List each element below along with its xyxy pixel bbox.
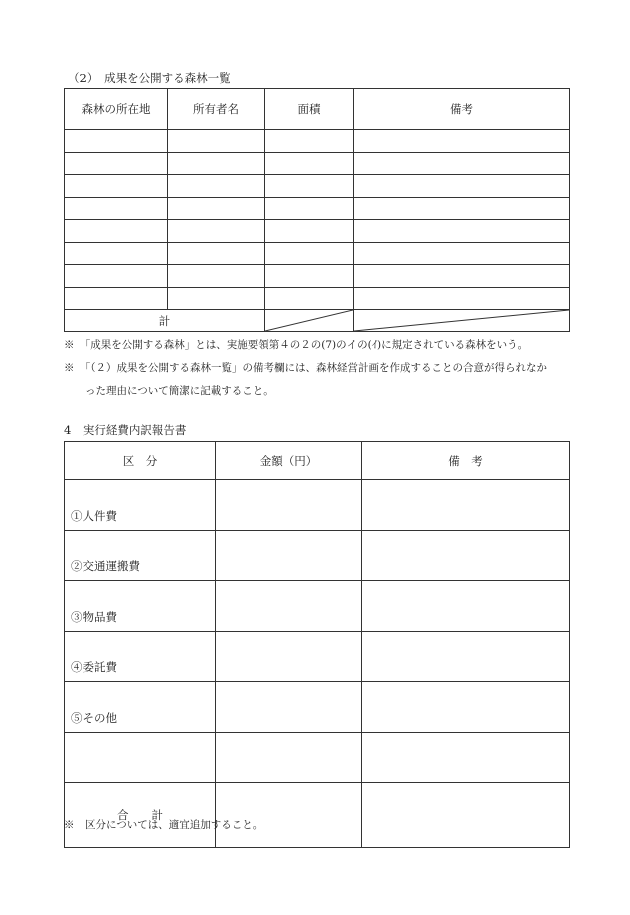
total-amount-cell[interactable] [216, 783, 362, 848]
table-cell[interactable] [168, 265, 265, 288]
section2-title: （2） 成果を公開する森林一覧 [68, 71, 231, 85]
table-header-row [65, 89, 570, 130]
table-row [65, 242, 570, 265]
diagonal-line [265, 310, 353, 331]
remarks-cell[interactable] [362, 581, 570, 632]
table-row [65, 287, 570, 310]
table-cell[interactable] [354, 152, 570, 175]
remarks-cell[interactable] [362, 530, 570, 581]
table-cell[interactable] [65, 287, 168, 310]
column-header-remarks: 備 考 [362, 442, 570, 480]
table-row [65, 175, 570, 198]
column-header-location: 森林の所在地 [65, 89, 168, 130]
category-label: ①人件費 [65, 480, 216, 531]
table-cell[interactable] [168, 242, 265, 265]
table-cell[interactable] [265, 130, 354, 153]
table-cell[interactable] [168, 197, 265, 220]
amount-cell[interactable] [216, 530, 362, 581]
remarks-cell[interactable] [362, 682, 570, 733]
section4-title: 4 実行経費内訳報告書 [64, 423, 187, 437]
diagonal-line [354, 310, 569, 331]
note-text: ※ 「成果を公開する森林」とは、実施要領第４の２の(7)のイの(ｲ)に規定されている森林をいう。 [64, 339, 529, 351]
table-cell[interactable] [354, 130, 570, 153]
amount-cell[interactable] [216, 480, 362, 531]
expense-report-table [64, 441, 570, 848]
category-label: ③物品費 [65, 581, 216, 632]
table-row [65, 631, 570, 682]
total-label: 合 計 [65, 783, 216, 848]
table-cell[interactable] [65, 175, 168, 198]
table-row [65, 197, 570, 220]
amount-cell[interactable] [216, 682, 362, 733]
table-cell[interactable] [265, 175, 354, 198]
table-cell[interactable] [265, 242, 354, 265]
table-row [65, 581, 570, 632]
table-header-row [65, 442, 570, 480]
table-row [65, 682, 570, 733]
table-cell[interactable] [265, 265, 354, 288]
table-cell[interactable] [354, 175, 570, 198]
note-text: った理由について簡潔に記載すること。 [64, 385, 274, 397]
total-remarks-cell [354, 310, 570, 332]
remarks-cell[interactable] [362, 631, 570, 682]
remarks-cell[interactable] [362, 732, 570, 783]
note-text: ※ 「（２）成果を公開する森林一覧」の備考欄には、森林経営計画を作成することの合意が得られなか [64, 362, 547, 374]
amount-cell[interactable] [216, 581, 362, 632]
table-cell[interactable] [265, 152, 354, 175]
total-row [65, 783, 570, 848]
table-row [65, 220, 570, 243]
table-cell[interactable] [65, 220, 168, 243]
table-cell[interactable] [65, 130, 168, 153]
table-row [65, 265, 570, 288]
table-cell[interactable] [168, 130, 265, 153]
table-cell[interactable] [65, 152, 168, 175]
table-cell[interactable] [354, 220, 570, 243]
category-label: ②交通運搬費 [65, 530, 216, 581]
column-header-remarks: 備考 [354, 89, 570, 130]
total-label: 計 [65, 310, 265, 332]
amount-cell[interactable] [216, 732, 362, 783]
table-cell[interactable] [265, 287, 354, 310]
remarks-cell[interactable] [362, 480, 570, 531]
table-cell[interactable] [65, 242, 168, 265]
table-cell[interactable] [354, 242, 570, 265]
column-header-category: 区 分 [65, 442, 216, 480]
table-cell[interactable] [168, 175, 265, 198]
table-row [65, 732, 570, 783]
table-cell[interactable] [265, 197, 354, 220]
table-cell[interactable] [168, 220, 265, 243]
column-header-owner: 所有者名 [168, 89, 265, 130]
table-cell[interactable] [354, 197, 570, 220]
table-cell[interactable] [65, 265, 168, 288]
table-cell[interactable] [65, 197, 168, 220]
table-row [65, 530, 570, 581]
table-row [65, 480, 570, 531]
forest-list-table [64, 88, 570, 332]
table-cell[interactable] [354, 287, 570, 310]
total-remarks-cell[interactable] [362, 783, 570, 848]
amount-cell[interactable] [216, 631, 362, 682]
table-row [65, 130, 570, 153]
category-label[interactable] [65, 732, 216, 783]
column-header-area: 面積 [265, 89, 354, 130]
category-label: ⑤その他 [65, 682, 216, 733]
table-cell[interactable] [168, 287, 265, 310]
total-area-cell [265, 310, 354, 332]
category-label: ④委託費 [65, 631, 216, 682]
table-cell[interactable] [168, 152, 265, 175]
table-cell[interactable] [265, 220, 354, 243]
note-text: ※ 区分については、適宜追加すること。 [64, 819, 264, 831]
total-row [65, 310, 570, 332]
table-cell[interactable] [354, 265, 570, 288]
column-header-amount: 金額（円） [216, 442, 362, 480]
table-row [65, 152, 570, 175]
